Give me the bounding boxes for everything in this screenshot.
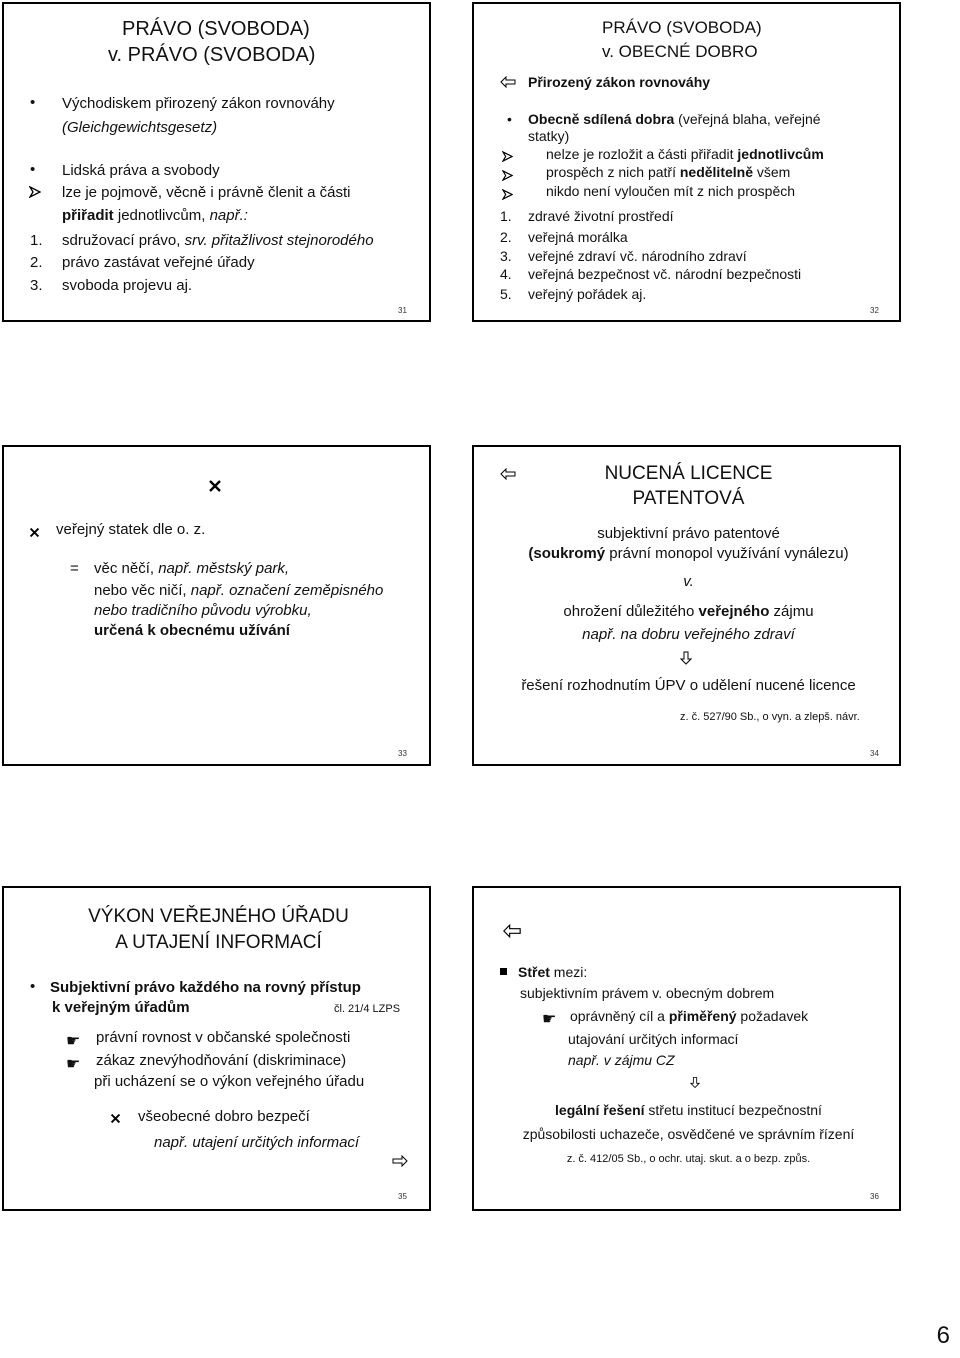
list-item: veřejná bezpečnost vč. národní bezpečnosti <box>528 266 802 282</box>
slide-number: 36 <box>870 1192 879 1201</box>
list-item <box>62 232 374 249</box>
list-item: zdravé životní prostředí <box>528 208 674 224</box>
pointing-hand-icon: ☛ <box>542 1011 557 1028</box>
equals-sign: = <box>70 560 79 577</box>
bold-text: jednotlivcům <box>737 146 824 162</box>
slide-title-1: PRÁVO (SVOBODA) <box>602 18 762 37</box>
slide-36 <box>472 886 901 1211</box>
arrow-text <box>546 146 824 162</box>
slide-32 <box>472 2 901 322</box>
text-line: určená k obecnému užívání <box>94 622 290 639</box>
text: ohrožení důležitého <box>563 603 699 620</box>
list-number: 1. <box>30 232 43 249</box>
text-line: v. <box>683 573 694 590</box>
bold-text: (soukromý <box>528 545 606 562</box>
list-item: právo zastávat veřejné úřady <box>62 254 255 271</box>
arrow-text <box>546 164 790 180</box>
text: (veřejná blaha, veřejné <box>674 111 821 127</box>
text-line: zákaz znevýhodňování (diskriminace) <box>96 1052 347 1069</box>
bold-text: přiřadit <box>62 207 114 224</box>
text-line: při ucházení se o výkon veřejného úřadu <box>94 1073 365 1090</box>
text: požadavek <box>736 1008 809 1024</box>
arrowhead-bullet-icon <box>29 185 41 203</box>
slide-title-1: PRÁVO (SVOBODA) <box>122 18 310 40</box>
text-line: nebo tradičního původu výrobku, <box>94 602 312 619</box>
text: oprávněný cíl a <box>570 1008 669 1024</box>
bullet-dot: • <box>30 978 36 995</box>
slide-33 <box>2 445 431 766</box>
text-line: řešení rozhodnutím ÚPV o udělení nucené licence <box>521 677 856 694</box>
bold-text: legální řešení <box>555 1102 645 1118</box>
text-line <box>94 560 289 577</box>
text-line: všeobecné dobro bezpečí <box>138 1108 310 1125</box>
slide-number: 35 <box>398 1192 407 1201</box>
left-arrow-icon <box>500 75 516 93</box>
arrow-text-2 <box>62 207 248 224</box>
text: sdružovací právo, <box>62 232 185 249</box>
list-number: 3. <box>500 248 512 264</box>
legal-reference: z. č. 412/05 Sb., o ochr. utaj. skut. a o bezp. způs. <box>566 1153 811 1165</box>
bullet-dot: • <box>507 111 512 127</box>
text-line: způsobilosti uchazeče, osvědčené ve správním řízení <box>522 1126 855 1142</box>
text-line: subjektivním právem v. obecným dobrem <box>520 985 775 1001</box>
square-bullet-icon <box>500 968 507 975</box>
text: zájmu <box>769 603 814 620</box>
list-number: 3. <box>30 277 43 294</box>
slide-title-1: VÝKON VEŘEJNÉHO ÚŘADU <box>88 906 349 927</box>
page-number: 6 <box>936 1322 950 1349</box>
bullet-dot: • <box>30 161 36 178</box>
pointing-hand-icon: ☛ <box>66 1033 81 1050</box>
slide-34 <box>472 445 901 766</box>
list-item: veřejné zdraví vč. národního zdraví <box>528 248 747 264</box>
text-line: např. v zájmu CZ <box>568 1052 675 1068</box>
bullet-text-2: statky) <box>528 128 570 144</box>
bold-text: přiměřený <box>668 1008 737 1024</box>
bullet-text: Východiskem přirozený zákon rovnováhy <box>62 95 335 112</box>
bold-text: veřejného <box>698 603 770 620</box>
slide-title-2: PATENTOVÁ <box>632 488 745 509</box>
bullet-dot: • <box>30 94 36 111</box>
cross-bullet-icon <box>29 525 40 543</box>
italic-text: např. označení zeměpisného <box>190 582 384 599</box>
italic-text: např.: <box>209 207 248 224</box>
text-line <box>570 1008 808 1024</box>
arrow-text: lze je pojmově, věcně i právně členit a části <box>62 184 351 201</box>
list-number: 2. <box>30 254 43 271</box>
text-line <box>474 545 901 562</box>
arrowhead-bullet-icon <box>502 187 513 205</box>
down-arrow-icon <box>690 1076 700 1094</box>
text-line: např. na dobru veřejného zdraví <box>582 626 795 643</box>
legal-reference: z. č. 527/90 Sb., o vyn. a zlepš. návr. <box>680 711 860 723</box>
cross-bullet-icon <box>110 1111 121 1129</box>
legal-reference: čl. 21/4 LZPS <box>334 1003 401 1015</box>
text: nebo věc ničí, <box>94 582 191 599</box>
slide-title-2: v. PRÁVO (SVOBODA) <box>108 44 316 66</box>
bullet-text: Lidská práva a svobody <box>62 162 220 179</box>
bold-text: Obecně sdílená dobra <box>528 111 675 127</box>
slide-number: 34 <box>870 749 879 758</box>
text: mezi: <box>549 964 588 980</box>
arrowhead-bullet-icon <box>502 149 513 167</box>
text-line <box>474 1102 901 1118</box>
text-line: např. utajení určitých informací <box>154 1134 360 1151</box>
italic-text: např. městský park, <box>158 560 290 577</box>
slide-31 <box>2 2 431 322</box>
list-number: 5. <box>500 286 512 302</box>
text-line <box>94 582 383 599</box>
list-number: 4. <box>500 266 512 282</box>
arrow-text: nikdo není vyloučen mít z nich prospěch <box>546 183 796 199</box>
text: nelze je rozložit a části přiřadit <box>546 146 738 162</box>
slide-number: 32 <box>870 306 879 315</box>
text: věc něčí, <box>94 560 159 577</box>
list-item: veřejná morálka <box>528 229 628 245</box>
slide-number: 33 <box>398 749 407 758</box>
text-line <box>474 603 901 620</box>
cross-icon <box>208 479 222 498</box>
bold-text: nedělitelně <box>679 164 753 180</box>
text: střetu institucí bezpečnostní <box>644 1102 822 1118</box>
list-number: 1. <box>500 208 512 224</box>
text-line: subjektivní právo patentové <box>597 525 780 542</box>
list-item: svoboda projevu aj. <box>62 277 193 294</box>
bullet-text: k veřejným úřadům <box>52 999 190 1016</box>
left-arrow-icon <box>502 924 522 943</box>
arrowhead-bullet-icon <box>502 168 513 186</box>
italic-text: srv. přitažlivost stejnorodého <box>184 232 374 249</box>
text: prospěch z nich patří <box>546 164 680 180</box>
list-number: 2. <box>500 229 512 245</box>
slide-title-2: v. OBECNÉ DOBRO <box>602 42 758 61</box>
down-arrow-icon <box>680 651 692 670</box>
slide-title-1: NUCENÁ LICENCE <box>604 463 773 484</box>
right-arrow-icon <box>392 1154 408 1172</box>
bullet-text <box>528 111 821 127</box>
text-line: utajování určitých informací <box>568 1031 739 1047</box>
text: jednotlivcům, <box>113 207 210 224</box>
slide-35 <box>2 886 431 1211</box>
text-line: právní rovnost v občanské společnosti <box>96 1029 351 1046</box>
slide-title-2: A UTAJENÍ INFORMACÍ <box>115 932 322 953</box>
text-line: veřejný statek dle o. z. <box>56 521 206 538</box>
text: právní monopol využívání vynálezu) <box>605 545 849 562</box>
bold-text: Střet <box>518 964 550 980</box>
text-line <box>518 964 587 980</box>
subtitle: Přirozený zákon rovnováhy <box>528 74 711 90</box>
slide-number: 31 <box>398 306 407 315</box>
bullet-text: Subjektivní právo každého na rovný přístup <box>50 979 361 996</box>
text: všem <box>753 164 791 180</box>
list-item: veřejný pořádek aj. <box>528 286 647 302</box>
pointing-hand-icon: ☛ <box>66 1056 81 1073</box>
bullet-text-italic: (Gleichgewichtsgesetz) <box>62 119 218 136</box>
